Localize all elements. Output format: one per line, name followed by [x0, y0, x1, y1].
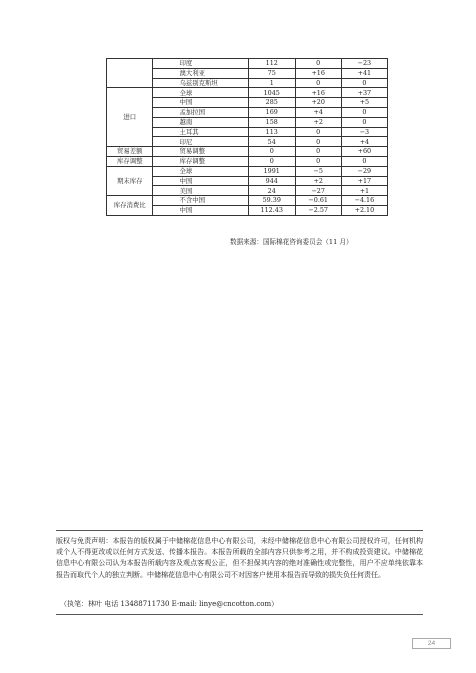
page-number: 24 [412, 638, 451, 649]
table-row [107, 156, 388, 166]
value-cell-2: +16 [295, 88, 341, 98]
value-cell-3: −4.16 [341, 196, 387, 206]
item-cell: 中国 [153, 205, 248, 215]
value-cell-3: −3 [341, 127, 387, 137]
group-cell-trade-balance: 贸易差额 [107, 147, 153, 157]
value-cell-2: 0 [295, 147, 341, 157]
value-cell-3: +4 [341, 137, 387, 147]
copyright-disclaimer: 版权与免责声明：本报告的版权属于中储棉花信息中心有限公司，未经中储棉花信息中心有限公司授权许可，任何机构或个人不得更改或以任何方式发送、传播本报告。本报告所载的全部内容只供参考之用，并不构成投资建议。中储棉花信息中心有限公司认为本报告所载内容及观点客观公正，但不担保其内容的绝对准确性或完整性，用户不应单纯依靠本报告而取代个人的独立判断。中储棉花信息中心有限公司不对因客户使用本报告而导致的损失负任何责任。 [56, 537, 423, 579]
table-row [107, 59, 388, 69]
value-cell-2: 0 [295, 127, 341, 137]
value-cell-2: +2 [295, 176, 341, 186]
value-cell-1: 944 [248, 176, 295, 186]
item-cell: 全球 [153, 88, 248, 98]
group-cell-ending-stock: 期末库存 [107, 166, 153, 195]
value-cell-1: 113 [248, 127, 295, 137]
value-cell-1: 75 [248, 68, 295, 78]
value-cell-2: +2 [295, 117, 341, 127]
value-cell-2: +16 [295, 68, 341, 78]
value-cell-3: +17 [341, 176, 387, 186]
value-cell-2: −2.57 [295, 205, 341, 215]
value-cell-3: +2.10 [341, 205, 387, 215]
value-cell-2: 0 [295, 59, 341, 69]
value-cell-3: +60 [341, 147, 387, 157]
value-cell-3: +41 [341, 68, 387, 78]
item-cell: 越南 [153, 117, 248, 127]
value-cell-1: 1991 [248, 166, 295, 176]
value-cell-1: 1045 [248, 88, 295, 98]
value-cell-2: 0 [295, 78, 341, 88]
value-cell-1: 1 [248, 78, 295, 88]
group-cell-stock-use-ratio: 库存消费比 [107, 196, 153, 216]
value-cell-1: 0 [248, 147, 295, 157]
item-cell: 中国 [153, 98, 248, 108]
item-cell: 孟加拉国 [153, 107, 248, 117]
table-row [107, 147, 388, 157]
item-cell: 土耳其 [153, 127, 248, 137]
item-cell: 印度 [153, 59, 248, 69]
value-cell-3: −23 [341, 59, 387, 69]
value-cell-3: +37 [341, 88, 387, 98]
author-contact: （执笔：林叶 电话 13488711730 E-mail: linye@cncotton.com） [60, 600, 279, 608]
value-cell-2: −27 [295, 186, 341, 196]
value-cell-1: 112 [248, 59, 295, 69]
value-cell-3: 0 [341, 78, 387, 88]
item-cell: 库存调整 [153, 156, 248, 166]
item-cell: 印尼 [153, 137, 248, 147]
value-cell-2: 0 [295, 137, 341, 147]
value-cell-1: 169 [248, 107, 295, 117]
item-cell: 贸易调整 [153, 147, 248, 157]
cotton-balance-table [106, 58, 388, 216]
value-cell-1: 285 [248, 98, 295, 108]
value-cell-3: +1 [341, 186, 387, 196]
group-cell-stock-adjust: 库存调整 [107, 156, 153, 166]
value-cell-2: −5 [295, 166, 341, 176]
value-cell-2: +4 [295, 107, 341, 117]
value-cell-1: 0 [248, 156, 295, 166]
value-cell-1: 112.43 [248, 205, 295, 215]
item-cell: 全球 [153, 166, 248, 176]
item-cell: 美国 [153, 186, 248, 196]
value-cell-2: −0.61 [295, 196, 341, 206]
table-row [107, 196, 388, 206]
value-cell-2: +20 [295, 98, 341, 108]
value-cell-3: 0 [341, 107, 387, 117]
item-cell: 不含中国 [153, 196, 248, 206]
value-cell-3: 0 [341, 117, 387, 127]
value-cell-3: +5 [341, 98, 387, 108]
item-cell: 澳大利亚 [153, 68, 248, 78]
group-cell-import: 进口 [107, 88, 153, 147]
table-row [107, 166, 388, 176]
value-cell-1: 59.39 [248, 196, 295, 206]
group-cell-export [107, 59, 153, 88]
footer-bottom-rule [56, 614, 423, 615]
value-cell-2: 0 [295, 156, 341, 166]
table-source-note: 数据来源：国际棉花咨询委员会（11 月） [230, 238, 353, 246]
value-cell-3: 0 [341, 156, 387, 166]
value-cell-1: 158 [248, 117, 295, 127]
value-cell-1: 54 [248, 137, 295, 147]
value-cell-3: −29 [341, 166, 387, 176]
table-row [107, 88, 388, 98]
item-cell: 中国 [153, 176, 248, 186]
footer-top-rule [56, 530, 423, 531]
item-cell: 乌兹别克斯坦 [153, 78, 248, 88]
value-cell-1: 24 [248, 186, 295, 196]
